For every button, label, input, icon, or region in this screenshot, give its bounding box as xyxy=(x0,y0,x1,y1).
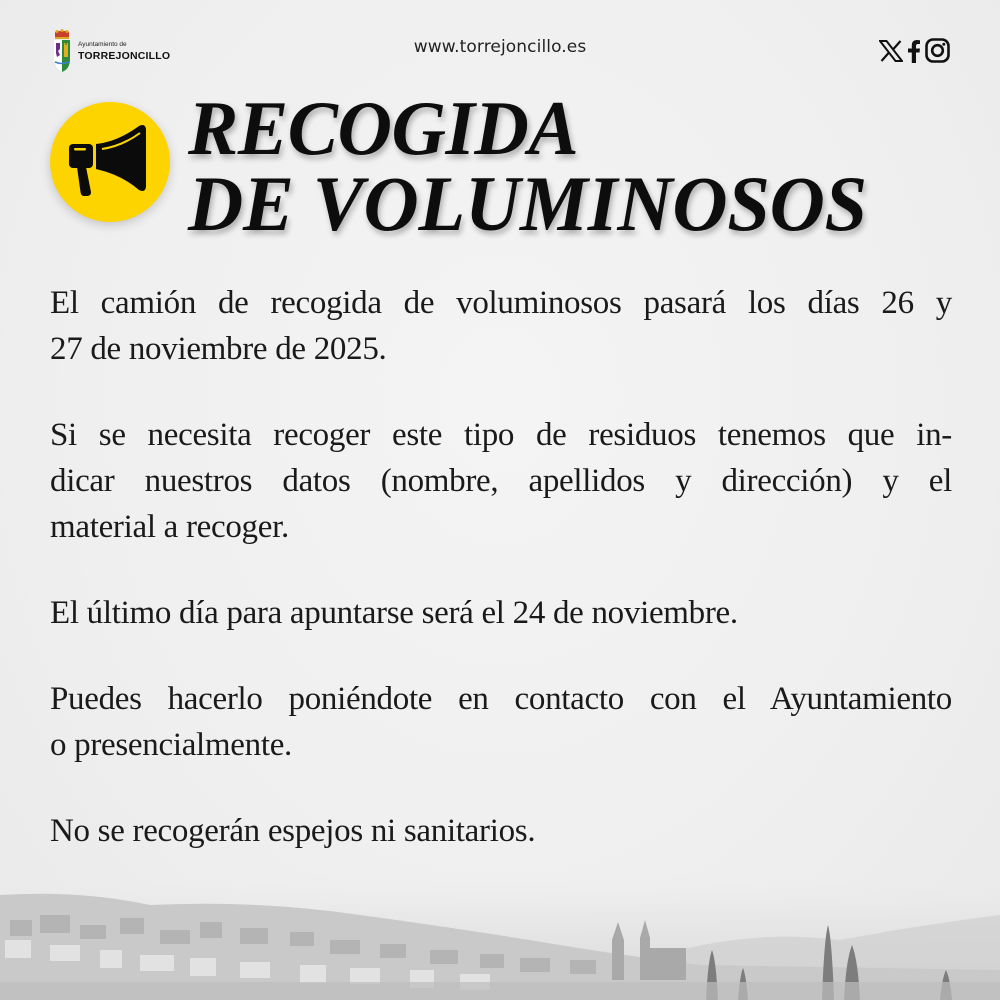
text-line: dicar nuestros datos (nombre, apellidos y dirección) y el xyxy=(50,463,952,499)
text-line: Puedes hacerlo poniéndote en contacto con el Ayuntamiento xyxy=(50,681,952,717)
text-line: material a recoger. xyxy=(50,509,289,545)
facebook-icon[interactable] xyxy=(907,39,921,63)
website-link[interactable]: www.torrejoncillo.es xyxy=(413,37,587,57)
town-panorama-image xyxy=(0,870,1000,1000)
announcement-body xyxy=(50,280,952,894)
social-links xyxy=(879,38,950,63)
title-line-2: DE VOLUMINOSOS xyxy=(188,160,867,247)
paragraph-contact xyxy=(50,676,952,768)
text-line: No se recogerán espejos ni sanitarios. xyxy=(50,813,536,849)
title-line-1: RECOGIDA xyxy=(188,85,579,171)
logo-title: TORREJONCILLO xyxy=(78,49,171,62)
text-line: Si se necesita recoger este tipo de residuos tenemos que in- xyxy=(50,417,952,453)
instagram-icon[interactable] xyxy=(925,38,950,63)
megaphone-badge xyxy=(50,102,170,222)
megaphone-icon xyxy=(62,120,158,204)
text-line: El último día para apuntarse será el 24 de noviembre. xyxy=(50,595,738,631)
page-title xyxy=(188,85,881,247)
header xyxy=(0,0,1000,90)
text-line: 27 de noviembre de 2025. xyxy=(50,331,387,367)
logo-subtitle: Ayuntamiento de xyxy=(78,41,127,48)
paragraph-instructions xyxy=(50,412,952,550)
paragraph-deadline xyxy=(50,590,952,636)
paragraph-exclusions xyxy=(50,808,952,854)
x-twitter-icon[interactable] xyxy=(879,40,903,62)
text-line: El camión de recogida de voluminosos pasará los días 26 y xyxy=(50,285,952,321)
paragraph-dates xyxy=(50,280,952,372)
text-line: o presencialmente. xyxy=(50,727,292,763)
